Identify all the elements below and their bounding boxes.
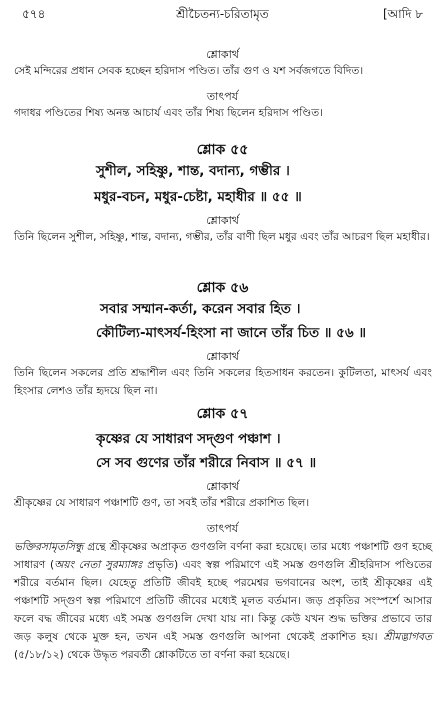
verse-57-translation: শ্রীকৃষ্ণের যে সাধারণ পঞ্চাশটি গুণ, তা সবই তাঁর শরীরে প্রকাশিত ছিল।: [14, 497, 310, 509]
book-title: শ্রীচৈতন্য-চরিতামৃত: [176, 7, 269, 21]
verse-55-line-1: সুশীল, সহিষ্ণু, শান্ত, বদান্য, গম্ভীর ।: [96, 163, 290, 179]
verse-57-line-1: কৃষ্ণের যে সাধারণ সদ্‌গুণ পঞ্চাশ ।: [96, 431, 281, 447]
verse-56-line-1: সবার সম্মান-কর্তা, করেন সবার হিত ।: [100, 301, 301, 317]
verse-56-translation: তিনি ছিলেন সকলের প্রতি শ্রদ্ধাশীল এবং তিনি সকলের হিতসাধন করতেন। কুটিলতা, মাৎসর্য এবং হিংসার লেশও তাঁর হৃদয়ে ছিল না।: [14, 367, 432, 397]
verse-55-line-2: মধুর-বচন, মধুর-চেষ্টা, মহাধীর ॥ ৫৫ ॥: [94, 189, 302, 205]
verse-57-translation-heading: শ্লোকার্থ: [206, 480, 239, 493]
verse-57-title: শ্লোক ৫৭: [196, 406, 249, 422]
purport-segment: (৫/১৮/১২) থেকে উদ্ধৃত পরবর্তী শ্লোকটিতে তা বর্ণনা করা হয়েছে।: [14, 649, 290, 661]
translation-text: সেই মন্দিরের প্রধান সেবক হচ্ছেন হরিদাস পণ্ডিত। তাঁর গুণ ও যশ সর্বজগতে বিদিত।: [14, 65, 364, 77]
translation-heading: শ্লোকার্থ: [206, 48, 239, 61]
verse-57-line-2: সে সব গুণের তাঁর শরীরে নিবাস ॥ ৫৭ ॥: [96, 455, 317, 471]
scripture-quote: অয়ং নেতা সুরম্যাঙ্গঃ: [54, 559, 143, 571]
verse-55-title: শ্লোক ৫৫: [196, 142, 249, 158]
purport-text: গদাধর পণ্ডিতের শিষ্য অনন্ত আচার্য এবং তাঁর শিষ্য ছিলেন হরিদাস পণ্ডিত।: [14, 107, 324, 119]
scripture-reference: শ্রীমদ্ভাগবত: [383, 631, 432, 643]
purport-segment: গ্রন্থে শ্রীকৃষ্ণের অপ্রাকৃত গুণগুলি বর্ণনা করা হয়েছে। তার মধ্যে পঞ্চাশটি গুণ হচ্ছে সাধারণ (: [14, 541, 432, 571]
verse-57-purport: [14, 538, 432, 664]
verse-56-title: শ্লোক ৫৬: [196, 280, 249, 296]
scripture-reference: ভক্তিরসামৃতসিন্ধু: [14, 541, 84, 553]
purport-segment: প্রভৃতি) এবং স্বল্প পরিমাণে এই সমস্ত গুণগুলি শ্রীহরিদাস পণ্ডিতের শরীরে বর্তমান ছিল। যেহেতু প্রতিটি জীবই হচ্ছে পরমেশ্বর ভগবানের অংশ, তাই শ্রীকৃষ্ণের এই পঞ্চাশটি সদ্‌গুণ স্বল্প পরিমাণে প্রতিটি জীবের মধ্যেই মূলত বর্তমান। জড় প্রকৃতির সংস্পর্শে আসার ফলে বদ্ধ জীবের মধ্যে এই সমস্ত গুণগুলি দেখা যায় না। কিন্তু কেউ যখন শুদ্ধ ভক্তির প্রভাবে তার জড় কলুষ থেকে মুক্ত হন, তখন এই সমস্ত গুণগুলি আপনা থেকেই প্রকাশিত হয়।: [14, 559, 432, 643]
page-number: ৫৭৪: [22, 7, 46, 21]
verse-56-line-2: কৌটিল্য-মাৎসর্য-হিংসা না জানে তাঁর চিত ॥ ৫৬ ॥: [96, 325, 367, 341]
section-label: [আদি ৮: [382, 7, 423, 21]
verse-55-translation-heading: শ্লোকার্থ: [206, 214, 239, 227]
purport-heading: তাৎপর্য: [206, 90, 239, 103]
verse-55-translation: তিনি ছিলেন সুশীল, সহিষ্ণু, শান্ত, বদান্য, গম্ভীর, তাঁর বাণী ছিল মধুর এবং তাঁর আচরণ ছিল মহাধীর।: [14, 231, 430, 243]
verse-57-purport-heading: তাৎপর্য: [206, 522, 239, 535]
verse-56-translation-heading: শ্লোকার্থ: [206, 350, 239, 363]
